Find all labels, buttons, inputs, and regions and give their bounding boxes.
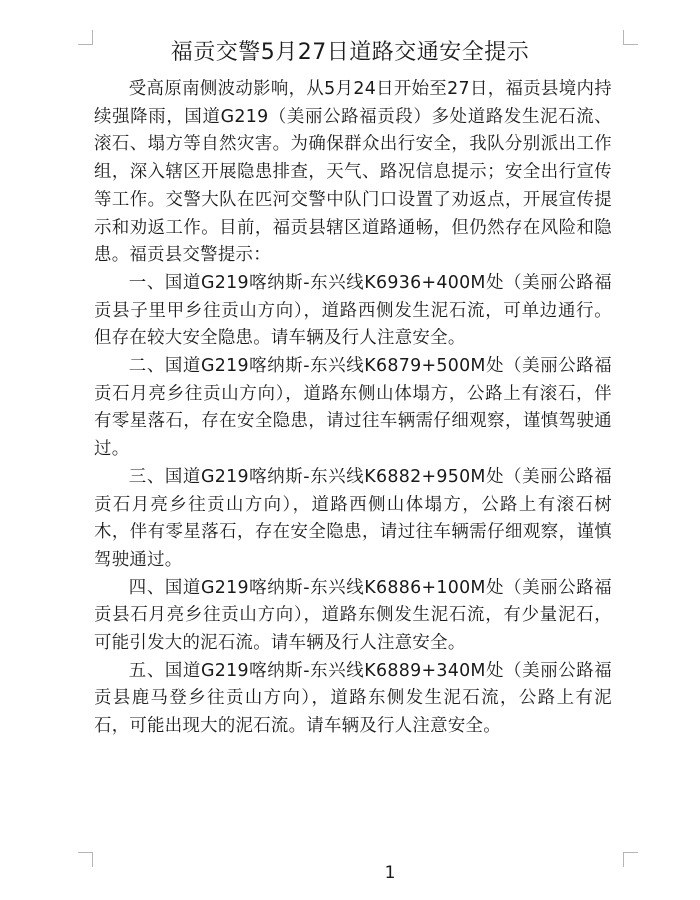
document-body (94, 76, 612, 741)
page-number: 1 (384, 863, 396, 883)
notice-item-3: 三、国道G219喀纳斯-东兴线K6882+950M处（美丽公路福贡石月亮乡往贡山方向），道路西侧山体塌方，公路上有滚石树木，伴有零星落石，存在安全隐患，请过往车辆需仔细观察，谨慎驾驶通过。 (94, 466, 612, 570)
notice-item-1: 一、国道G219喀纳斯-东兴线K6936+400M处（美丽公路福贡县子里甲乡往贡山方向），道路西侧发生泥石流，可单边通行。但存在较大安全隐患。请车辆及行人注意安全。 (94, 272, 612, 349)
notice-item-4: 四、国道G219喀纳斯-东兴线K6886+100M处（美丽公路福贡县石月亮乡往贡山方向），道路东侧发生泥石流，有少量泥石，可能引发大的泥石流。请车辆及行人注意安全。 (94, 577, 612, 654)
document-title: 福贡交警5月27日道路交通安全提示 (170, 40, 530, 65)
notice-item-5: 五、国道G219喀纳斯-东兴线K6889+340M处（美丽公路福贡县鹿马登乡往贡山方向），道路东侧发生泥石流，公路上有泥石，可能出现大的泥石流。请车辆及行人注意安全。 (94, 660, 612, 737)
notice-item-2: 二、国道G219喀纳斯-东兴线K6879+500M处（美丽公路福贡石月亮乡往贡山方向），道路东侧山体塌方，公路上有滚石，伴有零星落石，存在安全隐患，请过往车辆需仔细观察，谨慎驾驶通过。 (94, 356, 612, 460)
intro-paragraph: 受高原南侧波动影响，从5月24日开始至27日，福贡县境内持续强降雨，国道G219（美丽公路福贡段）多处道路发生泥石流、滚石、塌方等自然灾害。为确保群众出行安全，我队分别派出工作组，深入辖区开展隐患排查，天气、路况信息提示；安全出行宣传等工作。交警大队在匹河交警中队门口设置了劝返点，开展宣传提示和劝返工作。目前，福贡县辖区道路通畅，但仍然存在风险和隐患。福贡县交警提示： (94, 79, 612, 266)
